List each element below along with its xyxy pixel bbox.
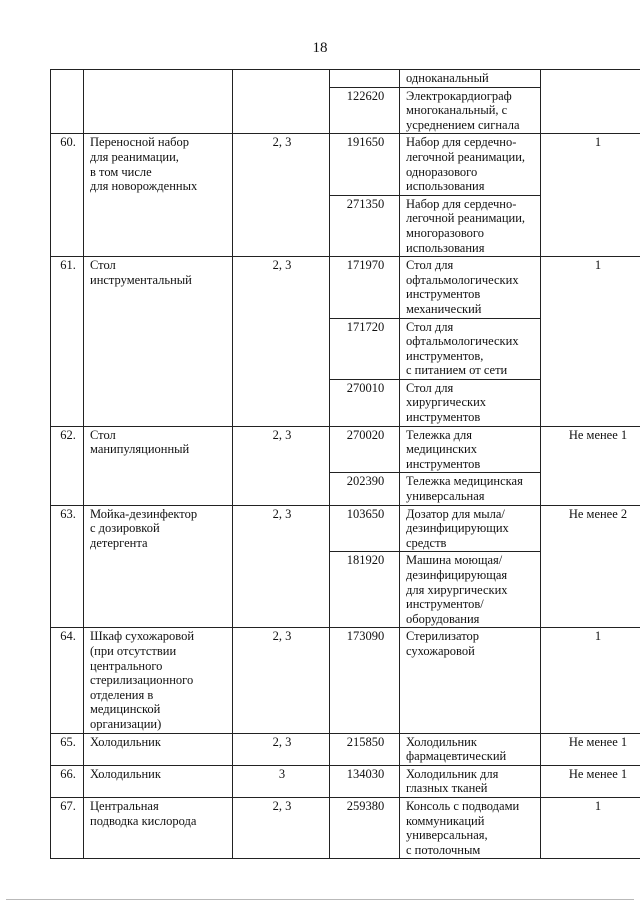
nomenclature-description-line: с питанием от сети (406, 363, 508, 378)
nomenclature-code: 215850 (330, 733, 400, 765)
nomenclature-description (400, 473, 541, 505)
nomenclature-description-line: легочной реанимации, (406, 211, 526, 226)
nomenclature-code: 270020 (330, 426, 400, 473)
equipment-name-line: Холодильник (90, 734, 161, 749)
row-number: 65. (51, 733, 84, 765)
table-row (51, 257, 640, 318)
required-quantity: 1 (541, 134, 640, 257)
level-category: 2, 3 (233, 257, 330, 427)
nomenclature-description (400, 379, 541, 426)
nomenclature-description-line: Стерилизатор (406, 629, 480, 644)
nomenclature-description-line: Стол для (406, 380, 454, 395)
nomenclature-description (400, 195, 541, 256)
nomenclature-code (330, 70, 400, 88)
nomenclature-description-line: глазных тканей (406, 781, 488, 796)
required-quantity: Не менее 2 (541, 505, 640, 628)
nomenclature-description-line: легочной реанимации, (406, 149, 526, 164)
nomenclature-description-line: инструментов (406, 456, 481, 471)
nomenclature-description-line: средств (406, 535, 447, 550)
equipment-name-line: инструментальный (90, 272, 192, 287)
nomenclature-description-line: одноканальный (406, 71, 489, 85)
equipment-name (84, 765, 233, 797)
equipment-name-line: Переносной набор (90, 135, 190, 150)
equipment-name-line: (при отсутствии (90, 643, 177, 658)
nomenclature-code: 173090 (330, 628, 400, 733)
row-number: 61. (51, 257, 84, 427)
nomenclature-description-line: Электрокардиограф (406, 88, 512, 103)
nomenclature-code: 259380 (330, 797, 400, 858)
nomenclature-code: 171720 (330, 318, 400, 379)
nomenclature-description-line: многоканальный, с (406, 103, 508, 118)
row-number: 60. (51, 134, 84, 257)
equipment-table-body (51, 70, 640, 859)
nomenclature-description-line: коммуникаций (406, 813, 485, 828)
nomenclature-description-line: Стол для (406, 319, 454, 334)
nomenclature-description-line: хирургических (406, 395, 487, 410)
equipment-name-line: манипуляционный (90, 442, 190, 457)
table-row (51, 134, 640, 195)
nomenclature-description-line: сухожаровой (406, 643, 475, 658)
equipment-name-line: центрального (90, 658, 163, 673)
table-row (51, 70, 640, 88)
table-row (51, 765, 640, 797)
table-row (51, 505, 640, 552)
page-bottom-rule (6, 899, 634, 900)
nomenclature-description (400, 797, 541, 858)
nomenclature-description-line: фармацевтический (406, 749, 507, 764)
nomenclature-description-line: офтальмологических (406, 334, 519, 349)
nomenclature-description (400, 426, 541, 473)
required-quantity (541, 70, 640, 134)
nomenclature-description-line: Машина моющая/ (406, 553, 503, 568)
level-category: 2, 3 (233, 797, 330, 858)
equipment-name-line: для новорожденных (90, 179, 198, 194)
nomenclature-code: 134030 (330, 765, 400, 797)
level-category: 2, 3 (233, 628, 330, 733)
nomenclature-description-line: использования (406, 179, 485, 194)
table-row (51, 733, 640, 765)
row-number: 66. (51, 765, 84, 797)
row-number: 62. (51, 426, 84, 505)
equipment-name-line: в том числе (90, 164, 152, 179)
required-quantity: Не менее 1 (541, 765, 640, 797)
equipment-name-line: Шкаф сухожаровой (90, 629, 195, 644)
nomenclature-description-line: медицинских (406, 442, 477, 457)
level-category: 2, 3 (233, 733, 330, 765)
required-quantity: 1 (541, 797, 640, 858)
nomenclature-description-line: многоразового (406, 225, 484, 240)
nomenclature-code: 271350 (330, 195, 400, 256)
nomenclature-code: 202390 (330, 473, 400, 505)
nomenclature-description-line: офтальмологических (406, 272, 519, 287)
nomenclature-code: 171970 (330, 257, 400, 318)
nomenclature-description-line: механический (406, 301, 482, 316)
nomenclature-description (400, 733, 541, 765)
equipment-name (84, 505, 233, 628)
nomenclature-description (400, 628, 541, 733)
nomenclature-code: 122620 (330, 87, 400, 134)
equipment-name (84, 70, 233, 134)
table-row (51, 426, 640, 473)
nomenclature-description (400, 70, 541, 88)
nomenclature-description-line: для хирургических (406, 582, 508, 597)
equipment-name (84, 426, 233, 505)
row-number (51, 70, 84, 134)
nomenclature-description-line: инструментов (406, 287, 481, 302)
equipment-name (84, 628, 233, 733)
equipment-name-line: Мойка-дезинфектор (90, 506, 198, 521)
nomenclature-description-line: инструментов (406, 410, 481, 425)
nomenclature-description-line: Тележка для (406, 427, 473, 442)
row-number: 67. (51, 797, 84, 858)
nomenclature-description (400, 552, 541, 628)
equipment-name-line: Холодильник (90, 766, 161, 781)
nomenclature-description-line: с потолочным (406, 842, 481, 857)
nomenclature-description (400, 765, 541, 797)
nomenclature-description-line: дезинфицирующих (406, 521, 509, 536)
nomenclature-description-line: Набор для сердечно- (406, 135, 517, 150)
nomenclature-description-line: дезинфицирующая (406, 568, 508, 582)
equipment-name-line: подводка кислорода (90, 813, 197, 828)
equipment-name-line: Стол (90, 427, 116, 442)
table-row (51, 628, 640, 733)
equipment-table (50, 69, 640, 859)
required-quantity: Не менее 1 (541, 426, 640, 505)
nomenclature-description-line: Холодильник для (406, 766, 499, 781)
equipment-name-line: для реанимации, (90, 149, 179, 164)
nomenclature-description-line: использования (406, 240, 485, 255)
required-quantity: Не менее 1 (541, 733, 640, 765)
equipment-name-line: Центральная (90, 798, 159, 813)
page-number: 18 (312, 40, 328, 56)
level-category: 3 (233, 765, 330, 797)
level-category: 2, 3 (233, 426, 330, 505)
equipment-name-line: отделения в (90, 687, 154, 702)
nomenclature-description-line: Стол для (406, 258, 454, 273)
equipment-name (84, 257, 233, 427)
nomenclature-code: 103650 (330, 505, 400, 552)
row-number: 63. (51, 505, 84, 628)
required-quantity: 1 (541, 628, 640, 733)
nomenclature-description-line: универсальная (406, 489, 485, 504)
equipment-name (84, 134, 233, 257)
nomenclature-description-line: Консоль с подводами (406, 798, 520, 813)
equipment-name-line: с дозировкой (90, 521, 160, 536)
nomenclature-description (400, 134, 541, 195)
equipment-name-line: стерилизационного (90, 673, 194, 688)
row-number: 64. (51, 628, 84, 733)
table-row (51, 797, 640, 858)
level-category: 2, 3 (233, 134, 330, 257)
level-category: 2, 3 (233, 505, 330, 628)
nomenclature-description (400, 87, 541, 134)
nomenclature-description-line: универсальная, (406, 828, 488, 843)
nomenclature-description-line: Дозатор для мыла/ (406, 506, 505, 521)
equipment-name-line: Стол (90, 258, 116, 273)
nomenclature-description-line: Тележка медицинская (406, 474, 523, 489)
equipment-name-line: медицинской (90, 702, 161, 717)
equipment-name-line: организации) (90, 716, 162, 731)
nomenclature-description-line: Набор для сердечно- (406, 196, 517, 211)
nomenclature-description (400, 505, 541, 552)
nomenclature-code: 181920 (330, 552, 400, 628)
required-quantity: 1 (541, 257, 640, 427)
nomenclature-description (400, 318, 541, 379)
nomenclature-description-line: инструментов, (406, 348, 484, 363)
nomenclature-description-line: инструментов/ (406, 597, 484, 612)
equipment-name (84, 733, 233, 765)
level-category (233, 70, 330, 134)
nomenclature-code: 270010 (330, 379, 400, 426)
nomenclature-description-line: усреднением сигнала (406, 117, 520, 132)
nomenclature-code: 191650 (330, 134, 400, 195)
nomenclature-description-line: одноразового (406, 164, 478, 179)
nomenclature-description-line: оборудования (406, 611, 480, 626)
equipment-name (84, 797, 233, 858)
nomenclature-description-line: Холодильник (406, 734, 477, 749)
equipment-name-line: детергента (90, 535, 148, 550)
nomenclature-description (400, 257, 541, 318)
